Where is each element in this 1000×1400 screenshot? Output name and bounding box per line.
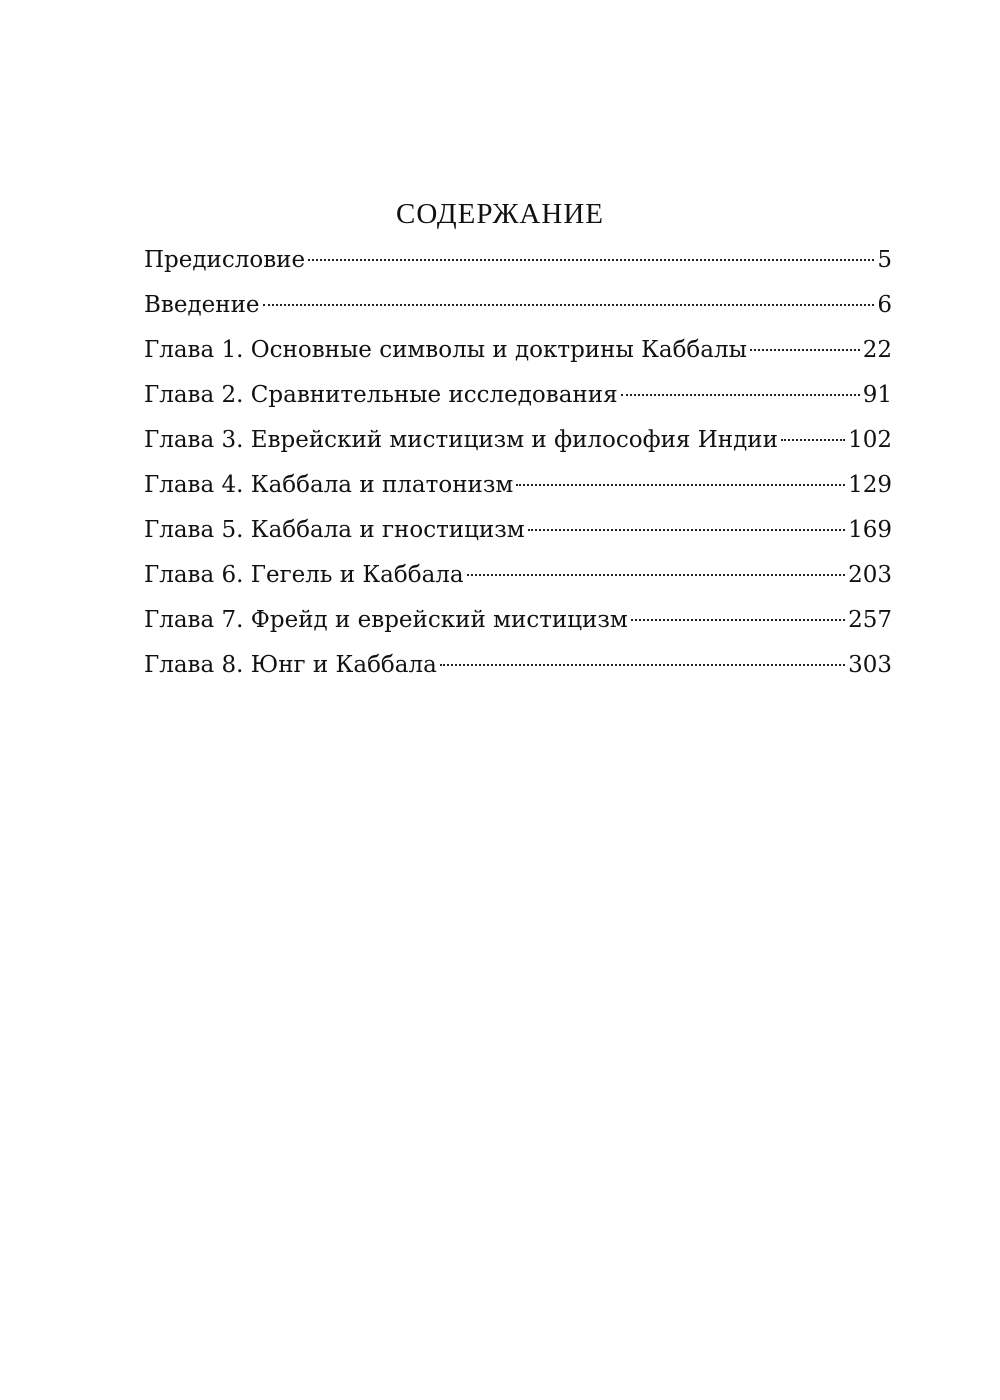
toc-entry-page-number: 91 — [862, 382, 892, 408]
toc-entry-label: Глава 4. Каббала и платонизм — [144, 472, 514, 498]
toc-entry-label: Глава 7. Фрейд и еврейский мистицизм — [144, 607, 628, 633]
dot-leader — [528, 529, 845, 531]
toc-entry-page-number: 257 — [848, 607, 892, 633]
toc-entry-label: Глава 2. Сравнительные исследования — [144, 382, 618, 408]
toc-entry-label: Глава 8. Юнг и Каббала — [144, 652, 437, 678]
toc-entry-label: Глава 1. Основные символы и доктрины Каббалы — [144, 337, 747, 363]
toc-title: СОДЕРЖАНИЕ — [396, 198, 604, 230]
toc-entry-page-number: 169 — [848, 517, 892, 543]
toc-entry-chapter-7 — [144, 598, 892, 643]
dot-leader — [516, 484, 845, 486]
toc-entry-label: Введение — [144, 292, 260, 318]
toc-entry-chapter-5 — [144, 508, 892, 553]
toc-entry-page-number: 129 — [848, 472, 892, 498]
dot-leader — [467, 574, 845, 576]
toc-entry-label: Глава 5. Каббала и гностицизм — [144, 517, 525, 543]
dot-leader — [621, 394, 860, 396]
toc-entry-introduction — [144, 283, 892, 328]
toc-entry-label: Глава 3. Еврейский мистицизм и философия Индии — [144, 427, 778, 453]
toc-entry-page-number: 5 — [877, 247, 892, 273]
dot-leader — [750, 349, 860, 351]
toc-entry-chapter-2 — [144, 373, 892, 418]
toc-entry-page-number: 6 — [877, 292, 892, 318]
toc-entry-page-number: 102 — [848, 427, 892, 453]
toc-entry-page-number: 22 — [862, 337, 892, 363]
dot-leader — [440, 664, 845, 666]
dot-leader — [263, 304, 875, 306]
dot-leader — [781, 439, 845, 441]
toc-list — [144, 238, 892, 688]
toc-entry-label: Глава 6. Гегель и Каббала — [144, 562, 464, 588]
toc-entry-chapter-3 — [144, 418, 892, 463]
toc-entry-chapter-4 — [144, 463, 892, 508]
dot-leader — [308, 259, 874, 261]
toc-entry-label: Предисловие — [144, 247, 306, 273]
toc-entry-page-number: 203 — [848, 562, 892, 588]
toc-entry-chapter-8 — [144, 643, 892, 688]
toc-entry-chapter-1 — [144, 328, 892, 373]
toc-entry-page-number: 303 — [848, 652, 892, 678]
toc-entry-preface — [144, 238, 892, 283]
toc-entry-chapter-6 — [144, 553, 892, 598]
dot-leader — [631, 619, 845, 621]
